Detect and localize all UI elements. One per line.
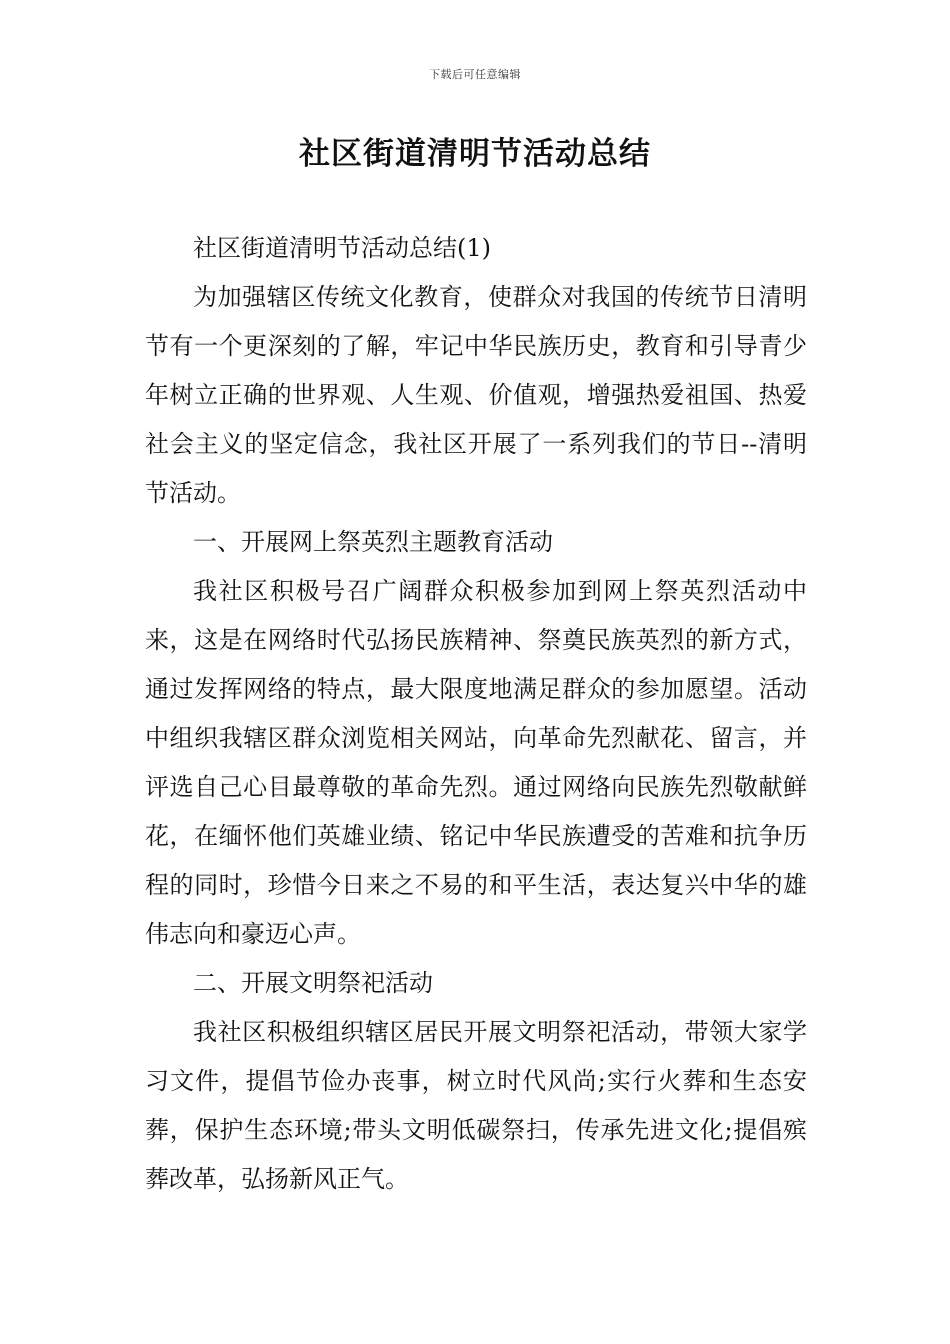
subtitle-paragraph: 社区街道清明节活动总结(1)	[193, 234, 491, 262]
document-body	[145, 224, 807, 1204]
intro-paragraph: 为加强辖区传统文化教育，使群众对我国的传统节日清明节有一个更深刻的了解，牢记中华民族历史，教育和引导青少年树立正确的世界观、人生观、价值观，增强热爱祖国、热爱社会主义的坚定信念，我社区开展了一系列我们的节日--清明节活动。	[145, 283, 807, 507]
section-heading-1: 一、开展网上祭英烈主题教育活动	[193, 528, 553, 556]
section-heading-2: 二、开展文明祭祀活动	[193, 969, 433, 997]
section-1-paragraph: 我社区积极号召广阔群众积极参加到网上祭英烈活动中来，这是在网络时代弘扬民族精神、祭奠民族英烈的新方式，通过发挥网络的特点，最大限度地满足群众的参加愿望。活动中组织我辖区群众浏览相关网站，向革命先烈献花、留言，并评选自己心目最尊敬的革命先烈。通过网络向民族先烈敬献鲜花，在缅怀他们英雄业绩、铭记中华民族遭受的苦难和抗争历程的同时，珍惜今日来之不易的和平生活，表达复兴中华的雄伟志向和豪迈心声。	[145, 577, 807, 948]
section-2-paragraph: 我社区积极组织辖区居民开展文明祭祀活动，带领大家学习文件，提倡节俭办丧事，树立时代风尚;实行火葬和生态安葬，保护生态环境;带头文明低碳祭扫，传承先进文化;提倡殡葬改革，弘扬新风正气。	[145, 1018, 807, 1193]
document-title: 社区街道清明节活动总结	[299, 136, 651, 172]
header-note: 下载后可任意编辑	[429, 68, 521, 81]
